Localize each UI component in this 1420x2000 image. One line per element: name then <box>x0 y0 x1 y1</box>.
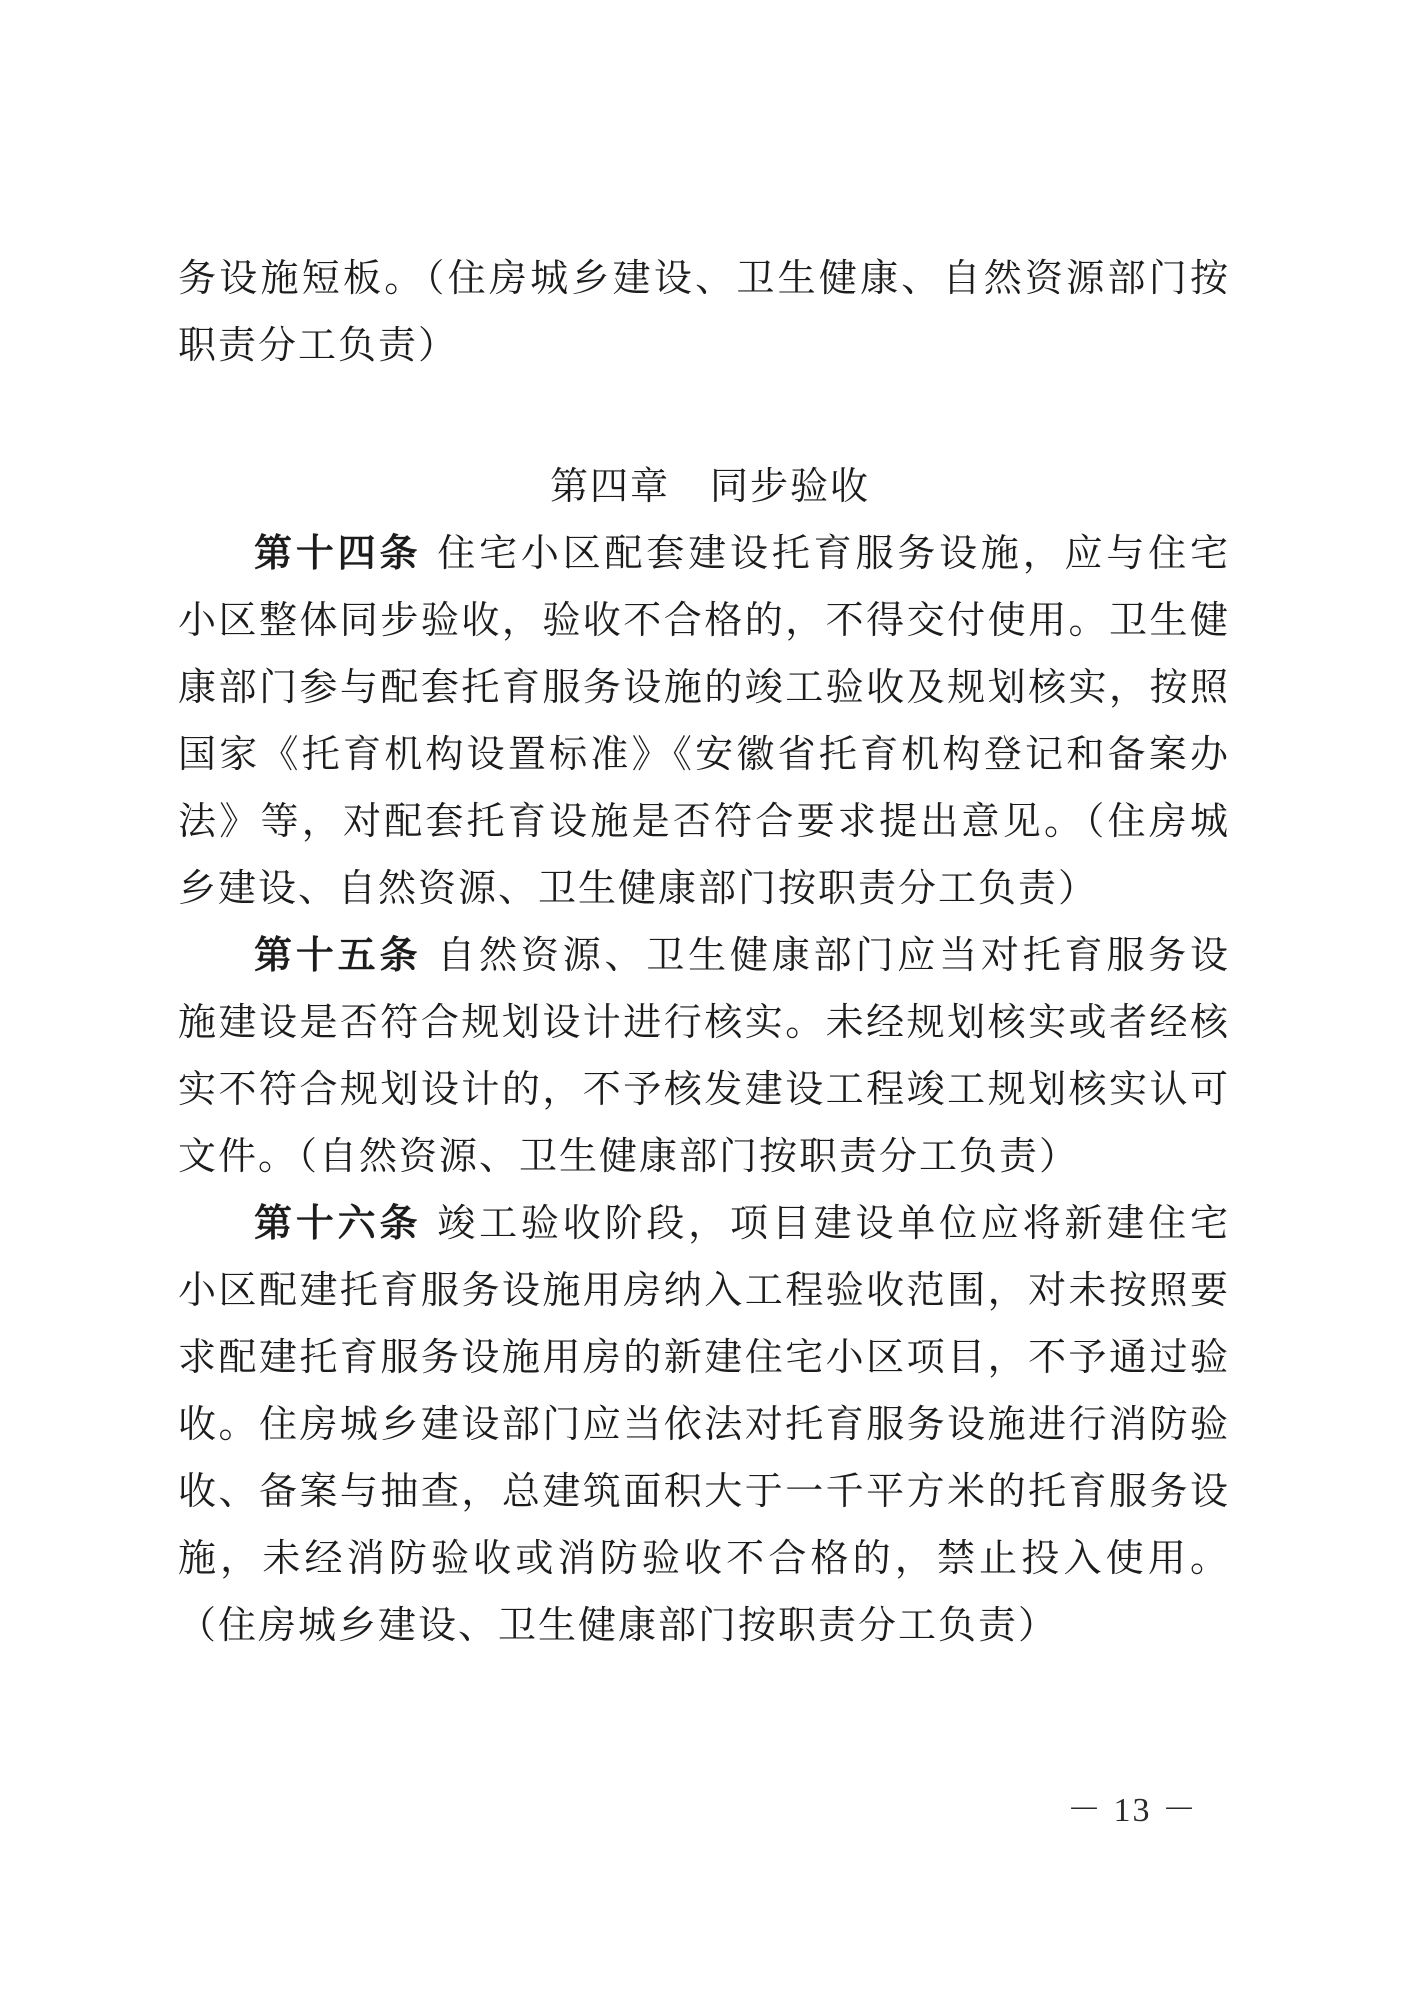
article-16 <box>178 1190 1230 1659</box>
article-15-text: 自然资源、卫生健康部门应当对托育服务设施建设是否符合规划设计进行核实。未经规划核实或者经核实不符合规划设计的，不予核发建设工程竣工规划核实认可文件。（自然资源、卫生健康部门按职责分工负责） <box>178 933 1230 1178</box>
article-15-number: 第十五条 <box>254 933 422 977</box>
page-number: － 13 － <box>1067 1792 1198 1829</box>
article-15 <box>178 922 1230 1190</box>
continuation-paragraph: 务设施短板。（住房城乡建设、卫生健康、自然资源部门按职责分工负责） <box>178 256 1230 367</box>
article-14-number: 第十四条 <box>254 531 422 575</box>
chapter-title: 第四章 同步验收 <box>549 464 870 508</box>
article-16-number: 第十六条 <box>254 1201 422 1245</box>
article-14 <box>178 520 1230 922</box>
article-16-text: 竣工验收阶段，项目建设单位应将新建住宅小区配建托育服务设施用房纳入工程验收范围，对未按照要求配建托育服务设施用房的新建住宅小区项目，不予通过验收。住房城乡建设部门应当依法对托育服务设施进行消防验收、备案与抽查，总建筑面积大于一千平方米的托育服务设施，未经消防验收或消防验收不合格的，禁止投入使用。（住房城乡建设、卫生健康部门按职责分工负责） <box>178 1201 1230 1647</box>
article-14-text: 住宅小区配套建设托育服务设施，应与住宅小区整体同步验收，验收不合格的，不得交付使用。卫生健康部门参与配套托育服务设施的竣工验收及规划核实，按照国家《托育机构设置标准》《安徽省托育机构登记和备案办法》等，对配套托育设施是否符合要求提出意见。（住房城乡建设、自然资源、卫生健康部门按职责分工负责） <box>178 531 1230 910</box>
articles-section <box>178 520 1230 1659</box>
